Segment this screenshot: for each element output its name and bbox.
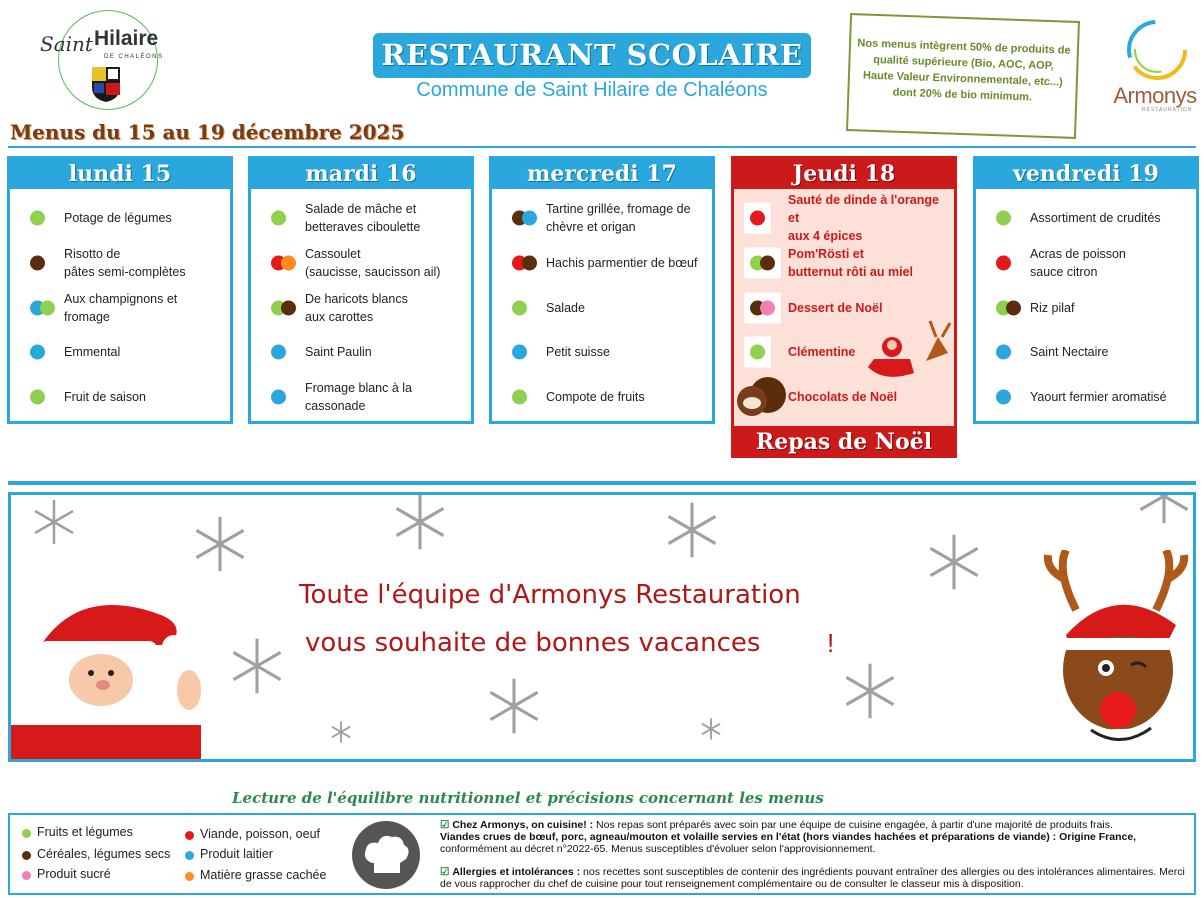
chef-hat-glyph bbox=[352, 821, 420, 889]
nutrition-dot bbox=[271, 390, 286, 405]
menu-item bbox=[734, 243, 954, 283]
nutrition-dots bbox=[512, 256, 537, 271]
nutrition-dot bbox=[30, 345, 45, 360]
nutrition-dot bbox=[996, 345, 1011, 360]
menu-item bbox=[976, 332, 1196, 372]
nutrition-dots bbox=[744, 248, 781, 279]
nutrition-dots bbox=[996, 301, 1021, 316]
nutrition-dot bbox=[281, 301, 296, 316]
snowflake-icon bbox=[226, 635, 288, 697]
coat-of-arms-icon bbox=[90, 65, 122, 103]
banner-exclamation: ! bbox=[827, 628, 835, 658]
nutrition-dot bbox=[996, 211, 1011, 226]
menu-item-text: Dessert de Noël bbox=[788, 301, 883, 315]
legend-label: Viande, poisson, oeuf bbox=[200, 827, 321, 841]
menu-item bbox=[251, 243, 471, 283]
snowflake-icon bbox=[923, 531, 985, 593]
menu-item-text: Aux champignons et fromage bbox=[64, 292, 178, 324]
menu-item bbox=[251, 332, 471, 372]
banner-message-line2: vous souhaite de bonnes vacances bbox=[305, 628, 761, 658]
nutrition-dots bbox=[271, 211, 286, 226]
nutrition-dots bbox=[996, 345, 1011, 360]
nutrition-dot bbox=[522, 256, 537, 271]
nutrition-dot bbox=[30, 211, 45, 226]
day-heading: Jeudi 18 bbox=[734, 159, 954, 189]
nutrition-dot bbox=[760, 301, 775, 316]
menu-item-text: Tartine grillée, fromage de chèvre et origan bbox=[546, 202, 691, 234]
nutrition-dots bbox=[271, 256, 296, 271]
menu-item bbox=[251, 377, 471, 417]
page-title: RESTAURANT SCOLAIRE bbox=[381, 38, 803, 72]
note-cuisine bbox=[440, 819, 1190, 855]
logo-hilaire-text: Hilaire bbox=[94, 27, 159, 50]
chocolate-icon bbox=[736, 373, 786, 419]
menu-item-text: Pom'Rösti et butternut rôti au miel bbox=[788, 247, 913, 279]
menu-item-text: Fruit de saison bbox=[64, 390, 146, 404]
day-heading: lundi 15 bbox=[10, 159, 230, 189]
menu-item bbox=[10, 377, 230, 417]
nutrition-dots bbox=[996, 211, 1011, 226]
nutrition-dots bbox=[30, 345, 45, 360]
menu-item bbox=[10, 198, 230, 238]
snowflake-icon bbox=[389, 492, 451, 553]
commune-logo bbox=[40, 10, 180, 105]
menu-item-text: Acras de poisson sauce citron bbox=[1030, 247, 1126, 279]
nutrition-dot bbox=[512, 301, 527, 316]
nutrition-dot bbox=[271, 345, 286, 360]
nutrition-dot bbox=[750, 211, 765, 226]
day-column bbox=[7, 156, 233, 424]
nutrition-dots bbox=[996, 256, 1011, 271]
logo-saint-text: Saint bbox=[40, 32, 93, 56]
restaurant-title-banner bbox=[373, 33, 811, 78]
menu-item bbox=[976, 198, 1196, 238]
nutrition-dots bbox=[30, 256, 45, 271]
checkbox-icon: ☑ bbox=[440, 866, 450, 878]
nutrition-dots bbox=[744, 203, 771, 234]
day-heading: vendredi 19 bbox=[976, 159, 1196, 189]
nutrition-dot bbox=[996, 390, 1011, 405]
nutrition-dot bbox=[1006, 301, 1021, 316]
christmas-meal-label: Repas de Noël bbox=[731, 426, 957, 458]
note2-body: nos recettes sont susceptibles de contenir des ingrédients pouvant entraîner des allergies ou des intolérances alimentaires. Merci de vous rapprocher du chef de cuisine pour tout renseignement complémentaire ou de consulter le classeur mis à disposition. bbox=[440, 866, 1185, 890]
nutrition-dots bbox=[996, 390, 1011, 405]
commune-subtitle: Commune de Saint Hilaire de Chaléons bbox=[416, 79, 768, 101]
menu-item-text: Risotto de pâtes semi-complètes bbox=[64, 247, 186, 279]
menu-item bbox=[976, 377, 1196, 417]
snowflake-icon bbox=[699, 717, 723, 741]
snowflake-icon bbox=[329, 720, 353, 744]
legend-dot bbox=[185, 831, 194, 840]
menu-item bbox=[10, 288, 230, 328]
nutrition-dots bbox=[744, 293, 781, 324]
legend-label: Matière grasse cachée bbox=[200, 868, 327, 882]
legend-label: Produit sucré bbox=[37, 867, 111, 881]
day-column bbox=[489, 156, 715, 424]
nutrition-dot bbox=[996, 256, 1011, 271]
menu-item-text: Potage de légumes bbox=[64, 211, 172, 225]
menu-item bbox=[976, 243, 1196, 283]
santa-claus-icon bbox=[11, 585, 211, 760]
menu-item-text: Riz pilaf bbox=[1030, 301, 1075, 315]
menu-item-text: Cassoulet (saucisse, saucisson ail) bbox=[305, 247, 441, 279]
nutrition-dot bbox=[512, 390, 527, 405]
nutrition-dots bbox=[271, 345, 286, 360]
nutrition-dot bbox=[281, 256, 296, 271]
nutrition-dot bbox=[271, 211, 286, 226]
nutrition-dot bbox=[512, 345, 527, 360]
menu-item-text: Petit suisse bbox=[546, 345, 610, 359]
legend-dot bbox=[22, 851, 31, 860]
menu-item-text: Assortiment de crudités bbox=[1030, 211, 1161, 225]
menu-item-text: Compote de fruits bbox=[546, 390, 645, 404]
nutrition-legend bbox=[8, 813, 1196, 895]
banner-message-line1: Toute l'équipe d'Armonys Restauration bbox=[299, 580, 801, 610]
nutrition-dot bbox=[30, 256, 45, 271]
menu-item bbox=[251, 288, 471, 328]
nutrition-dots bbox=[512, 301, 527, 316]
menu-item bbox=[734, 193, 954, 243]
nutrition-dots bbox=[30, 390, 45, 405]
menu-item-text: Chocolats de Noël bbox=[788, 390, 898, 404]
day-column bbox=[731, 156, 957, 458]
menu-item bbox=[976, 288, 1196, 328]
legend-dot bbox=[185, 872, 194, 881]
menu-item-text: Emmental bbox=[64, 345, 121, 359]
day-column bbox=[973, 156, 1199, 424]
snowflake-icon bbox=[189, 513, 251, 575]
menu-item-text: Clémentine bbox=[788, 345, 856, 359]
day-heading: mercredi 17 bbox=[492, 159, 712, 189]
menu-item-text: Saint Nectaire bbox=[1030, 345, 1109, 359]
quality-note: Nos menus intègrent 50% de produits de qualité supérieure (Bio, AOC, AOP, Haute Valeur Environnementale, etc...) dont 20% de bio minimum. bbox=[846, 13, 1080, 139]
legend-label: Fruits et légumes bbox=[37, 825, 133, 839]
legend-label: Produit laitier bbox=[200, 847, 273, 861]
nutrition-dots bbox=[744, 337, 771, 368]
note2-title: Allergies et intolérances : bbox=[452, 866, 581, 878]
snowflake-icon bbox=[661, 499, 723, 561]
menu-item-text: Fromage blanc à la cassonade bbox=[305, 381, 413, 413]
nutrition-dots bbox=[30, 211, 45, 226]
note1-line2: Viandes crues de bœuf, porc, agneau/mouton et volaille servies en l'état (hors viandes hachées et préparations de viande) : Origine France, bbox=[440, 831, 1137, 843]
legend-notes bbox=[440, 819, 1190, 890]
checkbox-icon: ☑ bbox=[440, 819, 450, 831]
note1-title: Chez Armonys, on cuisine! : bbox=[452, 819, 594, 831]
nutrition-dot bbox=[30, 390, 45, 405]
divider bbox=[8, 146, 1196, 148]
logo-chaleons-text: DE CHALÉONS bbox=[104, 54, 164, 60]
note1-line3: conformément au décret n°2022-65. Menus susceptibles d'évoluer selon l'approvisionnement. bbox=[440, 843, 876, 855]
nutrition-dots bbox=[271, 301, 296, 316]
chef-hat-icon bbox=[352, 821, 420, 889]
divider bbox=[8, 481, 1196, 485]
menu-item bbox=[251, 198, 471, 238]
legend-dot bbox=[22, 871, 31, 880]
menu-item bbox=[492, 332, 712, 372]
menu-item-text: Yaourt fermier aromatisé bbox=[1030, 390, 1167, 404]
menu-item bbox=[492, 198, 712, 238]
legend-dot bbox=[185, 851, 194, 860]
menu-item-text: Salade bbox=[546, 301, 585, 315]
snowflake-icon bbox=[1133, 492, 1195, 527]
menu-item-text: Hachis parmentier de bœuf bbox=[546, 256, 698, 270]
menu-item bbox=[10, 243, 230, 283]
nutrition-dot bbox=[760, 256, 775, 271]
menu-item-text: Salade de mâche et betteraves ciboulette bbox=[305, 202, 421, 234]
day-column bbox=[248, 156, 474, 424]
nutrition-dots bbox=[512, 390, 527, 405]
nutrition-dots bbox=[512, 211, 537, 226]
armonys-ring-icon bbox=[1124, 17, 1190, 83]
nutrition-dots bbox=[512, 345, 527, 360]
menu-item-text: Saint Paulin bbox=[305, 345, 372, 359]
armonys-logo bbox=[1112, 17, 1198, 112]
santa-sleigh-icon bbox=[864, 317, 956, 389]
snowflake-icon bbox=[29, 497, 79, 547]
menu-item bbox=[492, 288, 712, 328]
note1-body: Nos repas sont préparés avec soin par une équipe de cuisine engagée, à partir d'une majorité de produits frais. bbox=[593, 819, 1113, 831]
nutrition-dots bbox=[30, 301, 55, 316]
armonys-sub: RESTAURATION bbox=[1142, 107, 1193, 113]
reindeer-icon bbox=[1036, 550, 1196, 762]
nutrition-dot bbox=[750, 345, 765, 360]
armonys-name: Armonys bbox=[1113, 83, 1197, 108]
menu-item-text: Sauté de dinde à l'orange et aux 4 épices bbox=[788, 193, 939, 243]
menu-item bbox=[492, 377, 712, 417]
nutrition-dots bbox=[271, 390, 286, 405]
legend-label: Céréales, légumes secs bbox=[37, 847, 171, 861]
legend-title: Lecture de l'équilibre nutritionnel et précisions concernant les menus bbox=[232, 789, 824, 807]
nutrition-dot bbox=[522, 211, 537, 226]
menu-item bbox=[492, 243, 712, 283]
menu-item-text: De haricots blancs aux carottes bbox=[305, 292, 408, 324]
note-allergies bbox=[440, 866, 1190, 890]
day-heading: mardi 16 bbox=[251, 159, 471, 189]
nutrition-dot bbox=[40, 301, 55, 316]
menu-item bbox=[10, 332, 230, 372]
menu-dates-title: Menus du 15 au 19 décembre 2025 bbox=[10, 120, 405, 144]
christmas-banner bbox=[8, 492, 1196, 762]
snowflake-icon bbox=[483, 675, 545, 737]
snowflake-icon bbox=[839, 660, 901, 722]
legend-dot bbox=[22, 829, 31, 838]
